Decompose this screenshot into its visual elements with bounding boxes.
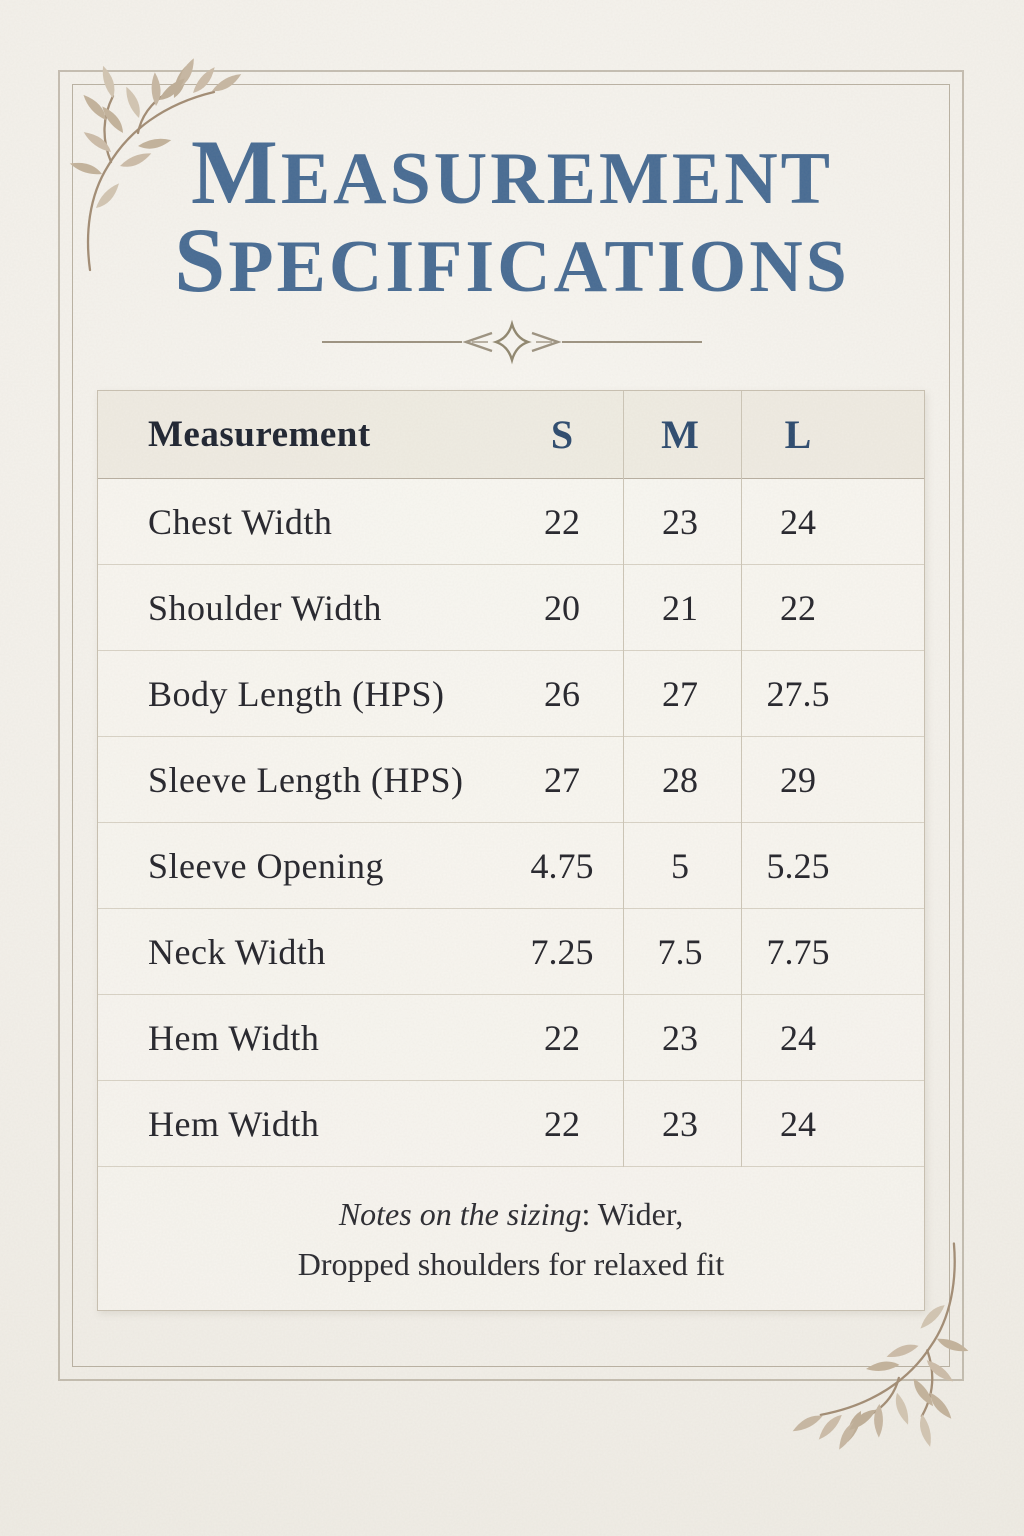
sizing-notes-line1: Notes on the sizing: Wider, xyxy=(338,1195,684,1232)
header-size-m: M xyxy=(661,412,699,457)
column-divider xyxy=(623,391,624,1167)
header-size-s: S xyxy=(550,412,574,457)
table-header-row xyxy=(98,391,924,479)
table-row xyxy=(98,1081,924,1167)
value-s: 20 xyxy=(544,587,580,628)
row-label: Hem Width xyxy=(148,1103,320,1144)
table-row xyxy=(98,651,924,737)
value-m: 27 xyxy=(662,673,698,714)
table-row xyxy=(98,909,924,995)
value-m: 21 xyxy=(662,587,698,628)
row-label: Hem Width xyxy=(148,1017,320,1058)
value-l: 24 xyxy=(780,501,816,542)
page-title-line1: MEASUREMENT xyxy=(190,121,834,223)
value-m: 28 xyxy=(662,759,698,800)
table-row xyxy=(98,823,924,909)
value-m: 5 xyxy=(671,845,689,886)
row-label: Sleeve Opening xyxy=(148,845,384,886)
row-label: Neck Width xyxy=(148,931,326,972)
laurel-branch-icon xyxy=(16,38,256,273)
sizing-notes-line2: Dropped shoulders for relaxed fit xyxy=(297,1245,725,1282)
row-label: Chest Width xyxy=(148,501,333,542)
page-title-line2: SPECIFICATIONS xyxy=(174,209,850,311)
row-label: Sleeve Length (HPS) xyxy=(148,759,464,800)
table-row xyxy=(98,565,924,651)
value-l: 5.25 xyxy=(766,845,830,886)
row-label: Body Length (HPS) xyxy=(148,673,445,714)
diamond-ornament-divider-icon xyxy=(322,319,702,365)
spec-table-card xyxy=(97,390,925,1311)
value-s: 22 xyxy=(544,1017,580,1058)
value-l: 24 xyxy=(780,1017,816,1058)
table-row xyxy=(98,479,924,565)
table-row xyxy=(98,995,924,1081)
value-m: 23 xyxy=(662,1017,698,1058)
value-s: 22 xyxy=(544,1103,580,1144)
row-label: Shoulder Width xyxy=(148,587,382,628)
value-s: 27 xyxy=(544,759,580,800)
value-m: 7.5 xyxy=(657,931,703,972)
column-divider xyxy=(741,391,742,1167)
header-size-l: L xyxy=(784,412,812,457)
value-s: 4.75 xyxy=(530,845,594,886)
value-s: 26 xyxy=(544,673,580,714)
value-s: 7.25 xyxy=(530,931,594,972)
value-s: 22 xyxy=(544,501,580,542)
header-measurement: Measurement xyxy=(148,414,371,455)
laurel-branch-icon xyxy=(776,1232,1024,1479)
value-m: 23 xyxy=(662,501,698,542)
table-row xyxy=(98,737,924,823)
value-l: 24 xyxy=(780,1103,816,1144)
value-m: 23 xyxy=(662,1103,698,1144)
value-l: 29 xyxy=(780,759,816,800)
value-l: 27.5 xyxy=(766,673,830,714)
value-l: 7.75 xyxy=(766,931,830,972)
value-l: 22 xyxy=(780,587,816,628)
